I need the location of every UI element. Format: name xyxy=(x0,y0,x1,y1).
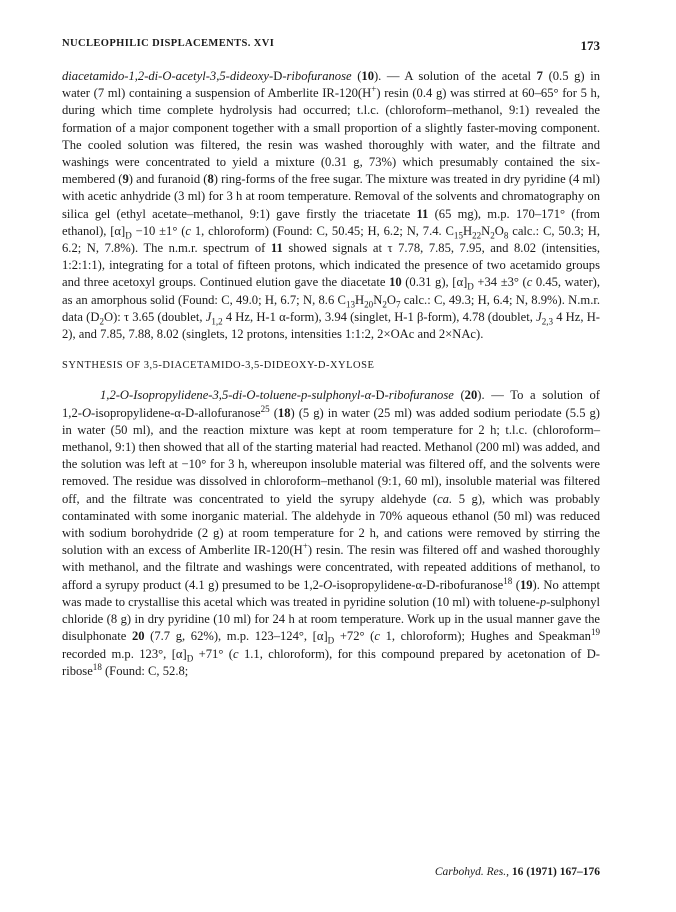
text-run: 5 g), which was probably contaminated with some inorganic material. The aldehyde in 70% aqueous ethanol (50 ml) was reduced with sodium borohydride (2 g) at room temperature for 2 h, and cations were removed by stirring the solution with an excess of Amberlite IR-120(H xyxy=(62,491,600,558)
text-run: -ribofuranose xyxy=(384,388,454,403)
paragraph-compound-20 xyxy=(62,387,600,679)
text-run: c xyxy=(374,629,380,644)
text-run: 20 xyxy=(131,629,145,644)
text-run: 2 xyxy=(99,316,104,327)
text-run: 8 xyxy=(207,172,214,187)
text-run: showed signals at τ 7.78, 7.85, 7.95, and 8.02 (intensities, 1:2:1:1), integrating for a total of fifteen protons, which indicated the presence of two acetamido groups and three acetoxyl groups. Continued elution gave the diacetate xyxy=(62,241,601,290)
text-run: D xyxy=(273,69,283,83)
text-run: -isopropylidene-α- xyxy=(332,577,427,592)
text-run: ) and furanoid ( xyxy=(128,172,208,187)
section-heading-text: SYNTHESIS OF 3,5-DIACETAMIDO-3,5-DIDEOXY-D-XYLOSE xyxy=(62,360,375,372)
text-run: + xyxy=(371,84,377,95)
text-run: H xyxy=(355,292,365,307)
text-run: ). — A solution of the acetal xyxy=(373,69,537,83)
text-run: N xyxy=(481,223,491,238)
text-run: 20 xyxy=(464,388,478,403)
text-run: ( xyxy=(269,405,278,420)
text-run: (65 mg), m.p. 170–171° (from ethanol), [α] xyxy=(62,206,600,238)
text-run: 2 xyxy=(382,299,387,310)
text-run: c xyxy=(526,275,533,290)
text-run: 2 xyxy=(490,230,495,241)
section-heading xyxy=(62,357,600,374)
text-run: O xyxy=(494,223,504,238)
text-run: ( xyxy=(512,577,520,592)
text-run: -ribose xyxy=(62,646,600,678)
text-run: 2,3 xyxy=(541,316,554,327)
text-run: + xyxy=(302,541,308,552)
journal-volume-pages: 16 (1971) 167–176 xyxy=(508,866,600,878)
text-run: H xyxy=(462,223,473,238)
text-run: O xyxy=(81,405,92,420)
text-run: (Found: C, 52.8; xyxy=(101,663,189,678)
text-run: ( xyxy=(351,69,362,83)
text-run: 7 xyxy=(536,69,543,83)
text-run: 4 Hz, H-1 α-form), 3.94 (singlet, H-1 β-form), 4.78 (doublet, xyxy=(222,309,537,324)
text-run: ca. xyxy=(437,491,453,506)
text-run: -ribofuranose xyxy=(282,69,352,83)
text-run: D xyxy=(467,281,474,292)
text-run: ). No attempt was made to crystallise this acetal which was treated in pyridine solution (10 ml) with toluene- xyxy=(62,577,600,609)
text-run: ). — To a solution of 1,2- xyxy=(62,388,601,420)
running-head xyxy=(62,38,600,56)
text-run: calc.: C, 50.3; H, 6.2; N, 7.8%). The n.m.r. spectrum of xyxy=(62,223,600,256)
text-run: ) (5 g) in water (25 ml) was added sodium periodate (5.5 g) in water (50 ml), and the reaction mixture was kept at room temperature for 2 h; t.l.c. (chloroform–methanol, 9:1) then showed that all of the starting material had reacted. Methanol (200 ml) was added, and the solution was left at −10° for 3 h, whereupon insoluble material was filtered off, and the solvents were removed. The residue was dissolved in chloroform–methanol (9:1, 60 ml), insoluble material was filtered off, and the filtrate was concentrated to yield the syrupy aldehyde ( xyxy=(62,405,601,506)
text-run: 25 xyxy=(260,403,270,414)
text-run: 1, chloroform) (Found: C, 50.45; H, 6.2; N, 7.4. C xyxy=(191,223,454,238)
text-run: 15 xyxy=(453,230,463,241)
text-run: 22 xyxy=(472,230,482,241)
text-run: diacetamido-1,2-di-O-acetyl-3,5-dideoxy- xyxy=(62,69,274,83)
text-run: -sulphonyl chloride (8 g) in dry pyridine (10 ml) for 24 h at room temperature. Work up in the usual manner gave the disulphonate xyxy=(62,594,600,644)
text-run: 11 xyxy=(416,206,429,221)
text-run: recorded m.p. 123°, [α] xyxy=(62,646,187,661)
text-run: 18 xyxy=(277,405,291,420)
page-number: 173 xyxy=(580,38,600,53)
text-run: O xyxy=(323,577,333,592)
text-run: D xyxy=(186,653,194,664)
text-run: (0.5 g) in water (7 ml) containing a suspension of Amberlite IR-120(H xyxy=(62,69,601,101)
running-title: NUCLEOPHILIC DISPLACEMENTS. XVI xyxy=(62,38,275,49)
body-text xyxy=(62,68,600,680)
paragraph-compound-10 xyxy=(62,68,600,343)
text-run: D xyxy=(185,405,195,420)
text-run: −10 ±1° ( xyxy=(131,223,186,238)
text-run: 9 xyxy=(122,172,129,187)
text-run: 20 xyxy=(364,299,374,310)
text-run: 4 Hz, H-2), and 7.85, 7.88, 8.02 (singlets, 12 protons, intensities 1:1:2, 2×OAc and 2×NAc). xyxy=(62,309,600,342)
text-run: 1, chloroform); Hughes and Speakman xyxy=(379,629,591,644)
text-run: ( xyxy=(453,388,465,403)
text-run: (7.7 g, 62%), m.p. 123–124°, [α] xyxy=(144,629,328,644)
text-run: 8 xyxy=(503,230,509,241)
text-run: +72° ( xyxy=(334,629,375,644)
text-run: +71° ( xyxy=(193,646,233,661)
journal-citation xyxy=(435,866,600,878)
text-run: N xyxy=(373,292,383,307)
text-run: 13 xyxy=(345,299,356,310)
text-run: 10 xyxy=(361,69,374,83)
text-run: D xyxy=(586,646,596,661)
text-run: 10 xyxy=(389,275,402,290)
text-run: 1,2 xyxy=(211,316,223,327)
text-run: ) resin. The resin was filtered off and washed thoroughly with methanol, and the filtrate and washings were concentrated, with repeated additions of methanol, to afford a syrupy product (4.1 g) presumed to be 1,2- xyxy=(62,543,600,592)
text-run: O xyxy=(386,292,396,307)
text-run: 11 xyxy=(270,241,283,256)
text-run: c xyxy=(185,223,192,238)
text-run: 7 xyxy=(395,299,401,310)
text-run: -ribofuranose xyxy=(435,577,504,592)
text-run: 18 xyxy=(503,575,513,586)
text-run: 19 xyxy=(519,577,533,592)
text-run: (0.31 g), [α] xyxy=(401,275,468,290)
text-run: 18 xyxy=(92,661,102,672)
text-run: 0.45, water), as an amorphous solid (Found: C, 49.0; H, 6.7; N, 8.6 C xyxy=(62,275,600,307)
text-run: c xyxy=(232,646,239,661)
text-run: D xyxy=(375,388,385,403)
text-run: D xyxy=(125,230,132,241)
text-run: +34 ±3° ( xyxy=(473,275,527,290)
text-run: 1.1, chloroform), for this compound prepared by acetonation of xyxy=(238,646,587,661)
journal-name: Carbohyd. Res., xyxy=(434,866,509,878)
text-run: J xyxy=(205,309,212,324)
text-run: 1,2-O-Isopropylidene-3,5-di-O-toluene-p-sulphonyl-α- xyxy=(100,388,376,403)
text-run: -allofuranose xyxy=(194,405,261,420)
text-run: 19 xyxy=(590,627,600,638)
text-run: ) resin (0.4 g) was stirred at 60–65° for 5 h, during which time complete hydrolysis had occurred; t.l.c. (chloroform–methanol, 9:1) revealed the formation of a major component together with a small proportion of a slightly faster-moving component. The cooled solution was filtered, the resin was washed thoroughly with water, and the filtrate and washings were concentrated to yield a mixture (0.31 g, 73%) which presumably contained the six-membered ( xyxy=(62,86,600,187)
text-run: p xyxy=(539,594,547,609)
text-run: D xyxy=(327,635,335,646)
text-run: O): τ 3.65 (doublet, xyxy=(103,309,206,324)
text-run: -isopropylidene-α- xyxy=(91,405,186,420)
text-run: ) ring-forms of the free sugar. The mixture was treated in dry pyridine (4 ml) with acetic anhydride (3 ml) for 3 h at room temperature. Removal of the solvents and chromatography on silica gel (ethyl acetate–methanol, 9:1) gave firstly the triacetate xyxy=(62,172,600,221)
text-run: D xyxy=(426,577,436,592)
text-run: J xyxy=(536,309,542,324)
text-run: calc.: C, 49.3; H, 6.4; N, 8.9%). N.m.r. data (D xyxy=(62,292,601,324)
